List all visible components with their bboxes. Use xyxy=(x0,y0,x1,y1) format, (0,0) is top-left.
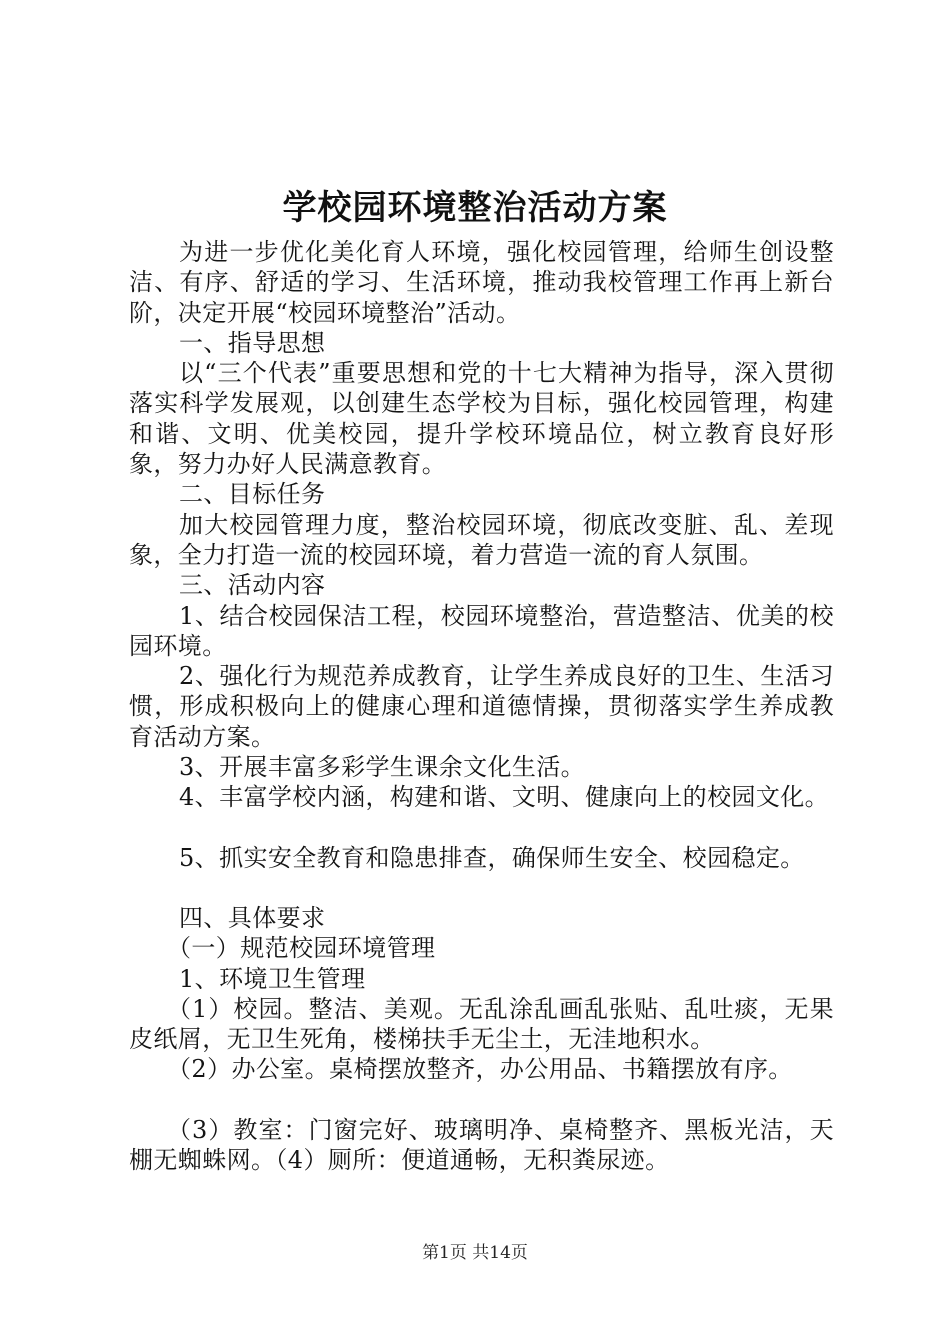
activity-item-2: 2、强化行为规范养成教育，让学生养成良好的卫生、生活习惯，形成积极向上的健康心理和道德情操，贯彻落实学生养成教育活动方案。 xyxy=(129,662,834,751)
document-title: 学校园环境整治活动方案 xyxy=(282,188,668,228)
intro-paragraph: 为进一步优化美化育人环境，强化校园管理，给师生创设整洁、有序、舒适的学习、生活环境，推动我校管理工作再上新台阶，决定开展“校园环境整治”活动。 xyxy=(129,238,834,327)
page-footer: 第1页 共14页 xyxy=(422,1243,528,1263)
spacer xyxy=(129,1085,834,1115)
guiding-ideology-paragraph: 以“三个代表”重要思想和党的十七大精神为指导，深入贯彻落实科学发展观，以创建生态学校为目标，强化校园管理，构建和谐、文明、优美校园，提升学校环境品位，树立教育良好形象，努力办好人民满意教育。 xyxy=(129,359,834,479)
activity-item-4: 4、丰富学校内涵，构建和谐、文明、健康向上的校园文化。 xyxy=(179,783,830,812)
activity-item-3: 3、开展丰富多彩学生课余文化生活。 xyxy=(179,753,586,782)
document-body xyxy=(129,237,834,1175)
spacer xyxy=(129,873,834,903)
activity-item-1: 1、结合校园保洁工程，校园环境整治，营造整洁、优美的校园环境。 xyxy=(129,601,834,660)
spacer xyxy=(129,813,834,843)
activity-item-5: 5、抓实安全教育和隐患排查，确保师生安全、校园稳定。 xyxy=(179,843,805,872)
section-heading-activities: 三、活动内容 xyxy=(179,571,326,600)
section-heading-requirements: 四、具体要求 xyxy=(179,903,326,932)
requirement-office: （2）办公室。桌椅摆放整齐，办公用品、书籍摆放有序。 xyxy=(167,1055,793,1084)
section-heading-goals: 二、目标任务 xyxy=(179,480,326,509)
requirement-classroom-toilet: （3）教室：门窗完好、玻璃明净、桌椅整齐、黑板光洁，天棚无蜘蛛网。（4）厕所：便道通畅，无积粪尿迹。 xyxy=(129,1115,834,1175)
section-heading-guiding-ideology: 一、指导思想 xyxy=(179,328,326,357)
subsection-heading-environment-management: （一）规范校园环境管理 xyxy=(167,934,436,963)
goals-paragraph: 加大校园管理力度，整治校园环境，彻底改变脏、乱、差现象，全力打造一流的校园环境，着力营造一流的育人氛围。 xyxy=(129,510,834,569)
subsection-heading-sanitation: 1、环境卫生管理 xyxy=(179,964,366,993)
requirement-campus: （1）校园。整洁、美观。无乱涂乱画乱张贴、乱吐痰，无果皮纸屑，无卫生死角，楼梯扶手无尘土，无洼地积水。 xyxy=(129,994,834,1054)
